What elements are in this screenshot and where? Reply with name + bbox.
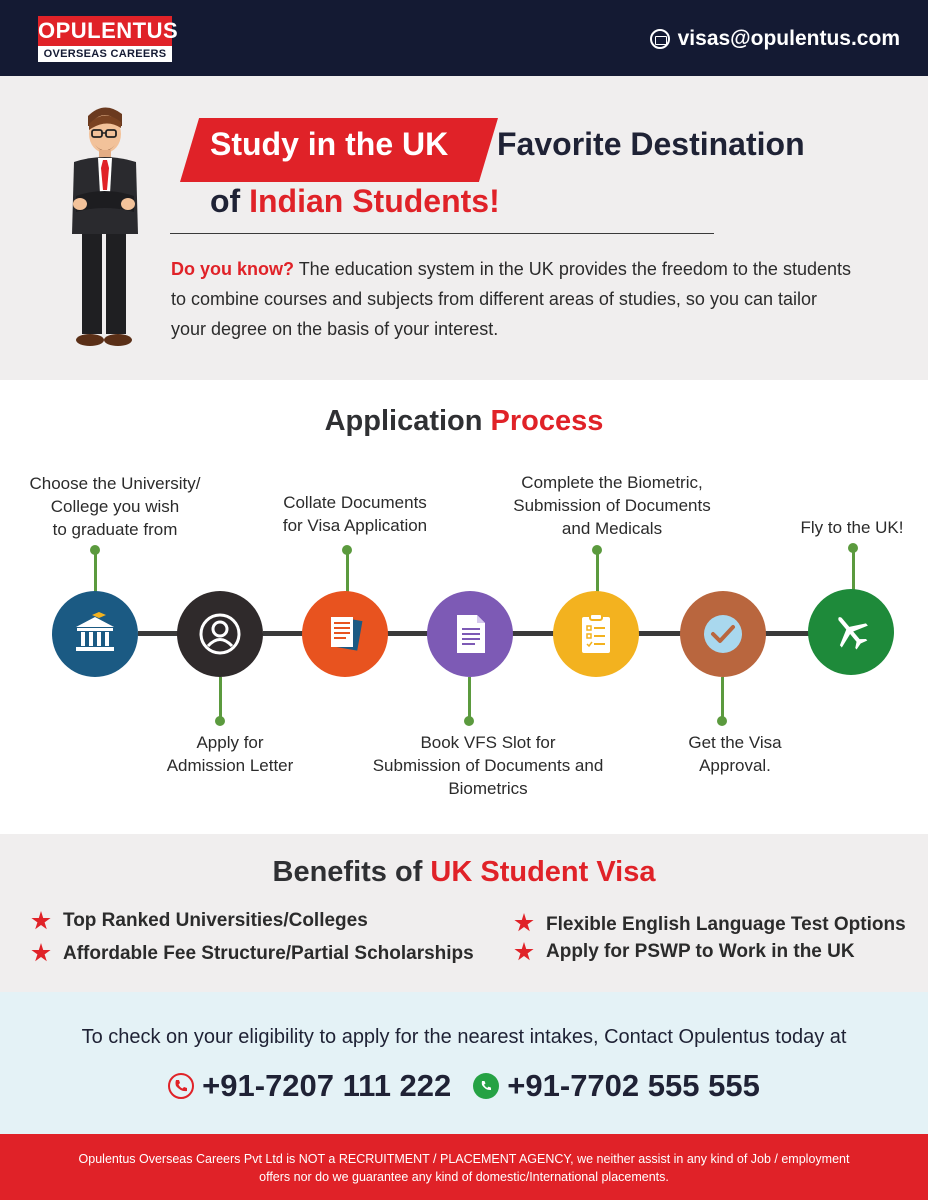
benefits-title [0,856,928,889]
step-6-circle [680,591,766,677]
star-icon [514,913,534,933]
businessman-illustration [66,104,142,349]
contact-section [0,992,928,1134]
benefits-title-highlight: UK Student Visa [430,856,656,888]
checkmark-icon [698,609,748,659]
intro-question: Do you know? [171,259,294,279]
step-5-circle [553,591,639,677]
step-stem [852,550,855,590]
benefit-item: Top Ranked Universities/Colleges [63,910,368,931]
headline-line2-highlight: Indian Students! [249,183,500,219]
headline-divider [170,233,714,234]
step-1-label: Choose the University/ College you wish to graduate from [29,474,201,539]
headline-rest: Favorite Destination [497,126,805,162]
whatsapp-icon [473,1073,499,1099]
phone-numbers [0,1068,928,1104]
benefit-item: Flexible English Language Test Options [546,914,906,935]
email-link[interactable] [650,24,900,54]
airplane-icon [828,609,874,655]
star-icon [31,943,51,963]
step-7-circle [808,589,894,675]
top-bar [0,0,928,76]
step-stem [219,677,222,717]
timeline-connector [765,631,809,636]
footer-disclaimer-bar [0,1134,928,1200]
envelope-icon [650,29,670,49]
documents-icon [322,611,368,657]
step-marker-dot [215,716,225,726]
benefits-section [0,834,928,992]
document-icon [447,611,493,657]
email-address: visas@opulentus.com [677,27,900,50]
step-marker-dot [464,716,474,726]
step-5-label: Complete the Biometric, Submission of Documents and Medicals [513,473,711,538]
step-stem [596,552,599,592]
disclaimer-text: Opulentus Overseas Careers Pvt Ltd is NOT a RECRUITMENT / PLACEMENT AGENCY, we neither assist in any kind of Job / employment offers nor do we guarantee any kind of domestic/International placements. [78,1152,850,1184]
process-title-prefix: Application [324,405,483,437]
university-icon [72,611,118,657]
step-2-circle [177,591,263,677]
timeline-connector [387,631,429,636]
process-title-highlight: Process [490,405,604,437]
benefits-title-prefix: Benefits of [272,856,423,888]
headline-highlight: Study in the UK [210,126,449,162]
intro-body: The education system in the UK provides the freedom to the students to combine courses and subjects from different areas of studies, so you can tailor your degree on the basis of your interest. [171,259,851,339]
timeline-connector [263,631,305,636]
step-2-label: Apply for Admission Letter [166,733,294,775]
checklist-icon [573,611,619,657]
timeline-connector [638,631,682,636]
user-icon [197,611,243,657]
star-icon [31,911,51,931]
phone-icon [168,1073,194,1099]
timeline-connector [138,631,180,636]
step-1-circle [52,591,138,677]
logo-tagline: OVERSEAS CAREERS [38,46,172,62]
phone-number-whatsapp[interactable]: +91-7702 555 555 [507,1068,760,1103]
step-6-label: Get the Visa Approval. [688,733,782,775]
step-stem [468,677,471,717]
intro-section [0,76,928,380]
headline-line-2 [210,183,500,220]
opulentus-logo[interactable] [38,16,179,62]
step-marker-dot [717,716,727,726]
step-stem [94,552,97,592]
step-stem [346,552,349,592]
contact-prompt: To check on your eligibility to apply for the nearest intakes, Contact Opulentus today at [81,1026,847,1048]
phone-number-primary[interactable]: +91-7207 111 222 [202,1068,452,1103]
process-title [0,405,928,438]
step-4-circle [427,591,513,677]
intro-paragraph [171,254,851,344]
step-stem [721,677,724,717]
headline-line2-prefix: of [210,183,241,219]
star-icon [514,942,534,962]
step-7-label: Fly to the UK! [800,518,904,537]
step-3-circle [302,591,388,677]
step-4-label: Book VFS Slot for Submission of Documents and Biometrics [372,733,604,798]
benefit-item: Affordable Fee Structure/Partial Scholarships [63,943,474,964]
timeline-connector [512,631,555,636]
benefit-item: Apply for PSWP to Work in the UK [546,941,855,962]
logo-wordmark: OPULENTUS [38,16,172,46]
step-3-label: Collate Documents for Visa Application [282,493,428,535]
